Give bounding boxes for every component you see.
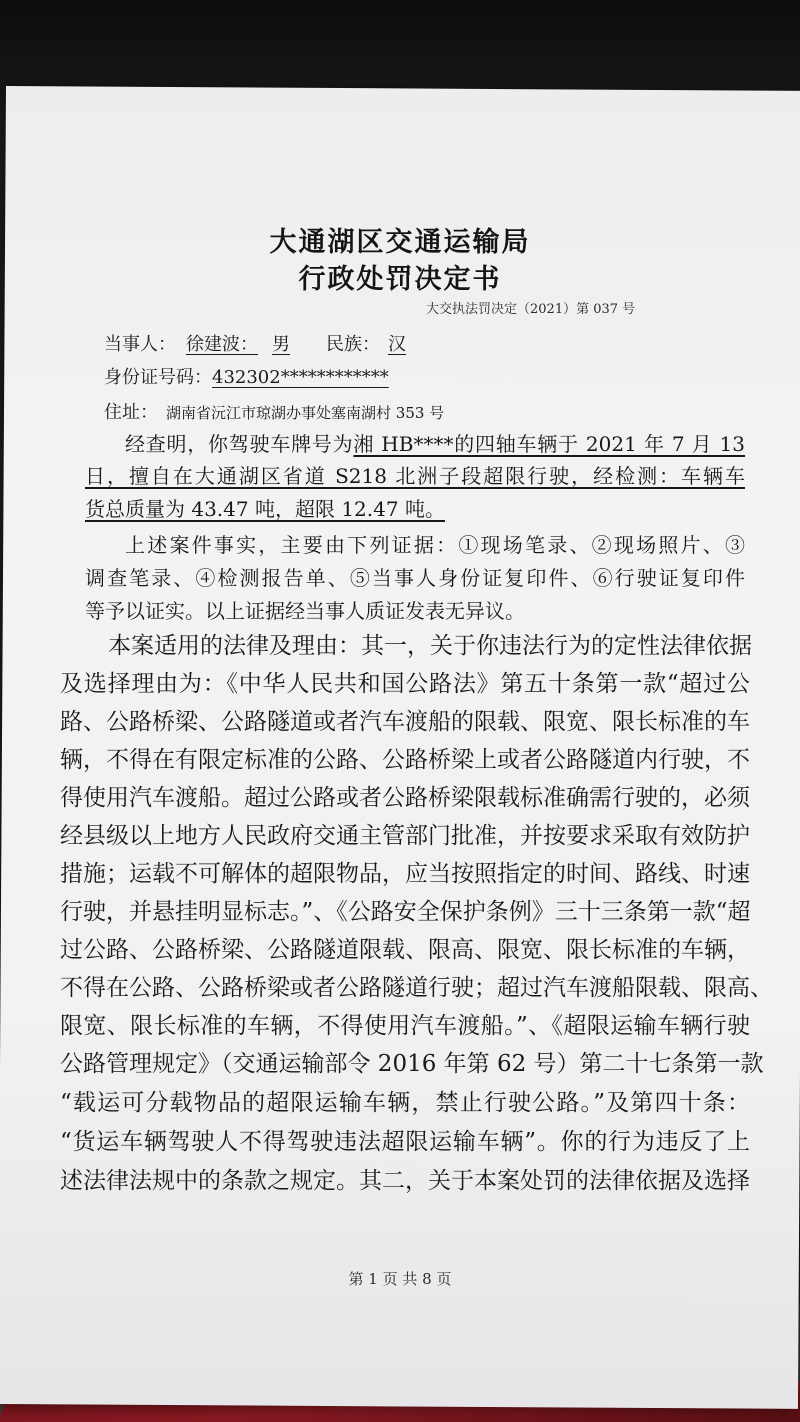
law-line-11: 限宽、限长标准的车辆，不得使用汽车渡船。”、《超限运输车辆行驶 [60,1013,750,1039]
law-line-6: 经县级以上地方人民政府交通主管部门批准，并按要求采取有效防护 [60,823,750,849]
law-line-12: 公路管理规定》（交通运输部令 2016 年第 62 号）第二十七条第一款 [60,1051,764,1077]
party-name-value: 徐建波： [186,334,258,355]
law-line-5: 得使用汽车渡船。超过公路或者公路桥梁限载标准确需行驶的，必须 [60,785,750,811]
facts-line-3 [85,493,745,522]
document-number: 大交执法罚决定（2021）第 037 号 [426,302,636,317]
facts-line-1b: 湘 HB****的四轴车辆于 2021 年 7 月 13 [353,432,746,456]
document-title: 行政处罚决定书 [298,264,502,295]
law-line-1: 本案适用的法律及理由：其一，关于你违法行为的定性法律依据 [108,633,752,659]
facts-line-1 [125,428,745,457]
facts-line-3-text: 货总质量为 43.47 吨，超限 12.47 吨。 [85,497,445,521]
evidence-line-2: 调查笔录、④检测报告单、⑤当事人身份证复印件、⑥行驶证复印件 [85,566,745,590]
law-line-15: 述法律法规中的条款之规定。其二，关于本案处罚的法律依据及选择 [60,1168,750,1194]
law-line-4: 辆，不得在有限定标准的公路、公路桥梁上或者公路隧道内行驶，不 [60,747,750,773]
party-gender-value: 男 [272,334,290,355]
law-line-14: “货运车辆驾驶人不得驾驶违法超限运输车辆”。你的行为违反了上 [60,1129,750,1155]
page-footer: 第 1 页 共 8 页 [348,1270,452,1288]
ethnicity-label: 民族： [326,334,380,355]
id-line [104,363,389,389]
address-label: 住址： [104,402,158,423]
law-line-3: 路、公路桥梁、公路隧道或者汽车渡船的限载、限宽、限长标准的车 [60,709,750,735]
party-line [104,330,406,356]
law-line-13: “载运可分载物品的超限运输车辆，禁止行驶公路。”及第四十条： [60,1090,750,1116]
address-value: 湖南省沅江市琼湖办事处塞南湖村 353 号 [166,404,445,422]
party-name-label: 当事人： [104,334,176,355]
id-label: 身份证号码： [104,367,212,388]
facts-line-2: 日，擅自在大通湖区省道 S218 北洲子段超限行驶，经检测：车辆车 [85,464,745,488]
agency-title: 大通湖区交通运输局 [269,227,531,258]
evidence-line-1: 上述案件事实，主要由下列证据：①现场笔录、②现场照片、③ [125,533,745,557]
id-value: 432302************ [212,367,389,388]
evidence-line-3: 等予以证实。以上证据经当事人质证发表无异议。 [85,599,525,623]
law-line-9: 过公路、公路桥梁、公路隧道限载、限高、限宽、限长标准的车辆， [60,937,750,963]
facts-line-1a: 经查明，你驾驶车牌号为 [125,432,354,456]
law-line-8: 行驶，并悬挂明显标志。”、《公路安全保护条例》三十三条第一款“超 [60,899,751,925]
law-line-7: 措施；运载不可解体的超限物品，应当按照指定的时间、路线、时速 [60,861,750,887]
law-line-10: 不得在公路、公路桥梁或者公路隧道行驶；超过汽车渡船限载、限高、 [60,975,773,1001]
ethnicity-value: 汉 [388,334,406,355]
address-line [104,398,444,424]
law-line-2: 及选择理由为：《中华人民共和国公路法》第五十条第一款“超过公 [60,671,750,697]
